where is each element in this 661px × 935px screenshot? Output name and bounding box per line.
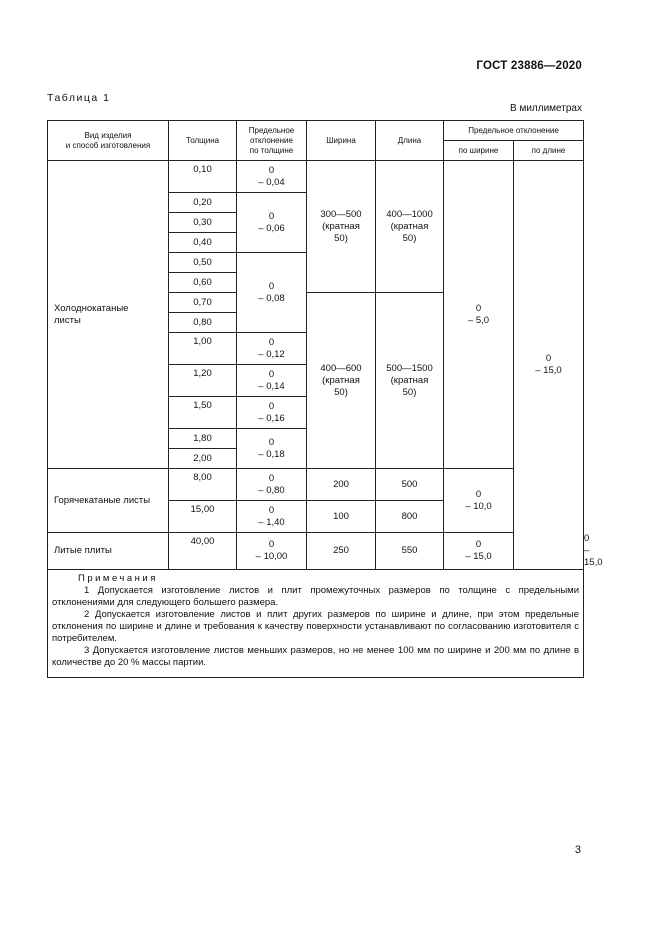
width-deviation-cell: 0 – 10,0 <box>444 469 514 533</box>
thickness-cell: 0,60 <box>169 273 237 293</box>
page-number: 3 <box>574 844 581 856</box>
header-thickness: Толщина <box>169 121 237 161</box>
width-cell: 400—600 (кратная 50) <box>307 293 376 469</box>
thickness-cell: 0,30 <box>169 213 237 233</box>
thickness-deviation-cell: 0 – 0,08 <box>237 253 307 333</box>
length-cell: 800 <box>376 501 444 533</box>
header-by-width: по ширине <box>444 141 514 161</box>
header-limit-deviation: Предельное отклонение <box>444 121 584 141</box>
thickness-cell: 8,00 <box>169 469 237 501</box>
header-by-length: по длине <box>514 141 584 161</box>
width-cell: 250 <box>307 533 376 570</box>
thickness-deviation-cell: 0 – 0,14 <box>237 365 307 397</box>
width-cell: 200 <box>307 469 376 501</box>
thickness-cell: 2,00 <box>169 449 237 469</box>
cast-plates-label: Литые плиты <box>48 533 169 570</box>
thickness-cell: 15,00 <box>169 501 237 533</box>
thickness-cell: 0,50 <box>169 253 237 273</box>
hot-rolled-label: Горячекатаные листы <box>48 469 169 533</box>
thickness-deviation-cell: 0 – 0,06 <box>237 193 307 253</box>
thickness-deviation-cell: 0 – 0,18 <box>237 429 307 469</box>
notes-title: Примечания <box>78 573 158 584</box>
thickness-deviation-cell: 0 – 0,04 <box>237 161 307 193</box>
thickness-cell: 0,20 <box>169 193 237 213</box>
notes-cell <box>48 570 584 678</box>
width-cell: 300—500 (кратная 50) <box>307 161 376 293</box>
thickness-cell: 1,50 <box>169 397 237 429</box>
thickness-cell: 0,40 <box>169 233 237 253</box>
thickness-deviation-cell: 0 – 10,00 <box>237 533 307 570</box>
cold-rolled-label: Холоднокатаные листы <box>48 161 169 469</box>
thickness-cell: 0,70 <box>169 293 237 313</box>
header-thickness-deviation: Предельное отклонение по толщине <box>237 121 307 161</box>
table-units: В миллиметрах <box>510 103 582 114</box>
header-length: Длина <box>376 121 444 161</box>
width-cell: 100 <box>307 501 376 533</box>
thickness-cell: 0,80 <box>169 313 237 333</box>
note-2: 2 Допускается изготовление листов и плит других размеров по ширине и длине, при этом предельные отклонения по ширине и длине и требования к качеству поверхности устанавливают по согласованию изготовителя с потребителем. <box>52 609 580 644</box>
thickness-deviation-cell: 0 – 0,12 <box>237 333 307 365</box>
thickness-cell: 1,00 <box>169 333 237 365</box>
length-cell: 500 <box>376 469 444 501</box>
length-cell: 400—1000 (кратная 50) <box>376 161 444 293</box>
header-width: Ширина <box>307 121 376 161</box>
length-cell: 500—1500 (кратная 50) <box>376 293 444 469</box>
note-3: 3 Допускается изготовление листов меньших размеров, но не менее 100 мм по ширине и 200 мм по длине в количестве до 20 % массы партии. <box>52 645 580 668</box>
thickness-deviation-cell: 0 – 0,16 <box>237 397 307 429</box>
thickness-cell: 0,10 <box>169 161 237 193</box>
length-deviation-cell: 0 – 15,0 <box>514 161 584 570</box>
main-table: Вид изделия и способ изготовления Толщина Предельное отклонение по толщине Ширина Длина Предельное отклонение по ширине по длине Холоднокатаные листы 0,10 0 – 0,04 300—500 (кратная 50) 400—1000 (кратная 50) 0 – 5,0 0 – 15,0 0,20 0 – 0,06 0,30 0,40 0,50 0 – 0,08 0,60 0,70 400—600 (кратная 50) 500—1500 (кратная 50) 0,80 1,00 0 – 0,12 1,20 0 – 0,14 1,50 0 – 0,16 1,80 0 – 0,18 2,00 Горячекатаные листы 8,00 0 – 0,80 200 500 0 – 10,0 15,00 0 – 1,40 100 800 Литые плиты 40,00 0 – 10,00 250 550 0 – 15,0 0 – 15,0 Примечания 1 Допускается изготовление листов и плит промежуточных размеров по толщине с предельными отклонениями для следующего большего размера. 2 Допускается изготовление листов и плит других размеров по ширине и длине, при этом предельные отклонения по ширине и длине и требования к качеству поверхности устанавливают по согласованию изготовителя с потребителем. 3 Допускается изготовление листов меньших размеров, но не менее 100 мм по ширине и 200 мм по длине в количестве до 20 % массы партии. <box>47 120 584 678</box>
header-product: Вид изделия и способ изготовления <box>48 121 169 161</box>
table-caption: Таблица 1 <box>47 92 111 104</box>
thickness-cell: 1,20 <box>169 365 237 397</box>
note-1: 1 Допускается изготовление листов и плит промежуточных размеров по толщине с предельными отклонениями для следующего большего размера. <box>52 585 580 608</box>
width-deviation-cell: 0 – 5,0 <box>444 161 514 469</box>
thickness-cell: 40,00 <box>169 533 237 570</box>
width-deviation-cell: 0 – 15,0 <box>444 533 514 570</box>
thickness-deviation-cell: 0 – 0,80 <box>237 469 307 501</box>
thickness-cell: 1,80 <box>169 429 237 449</box>
standard-id: ГОСТ 23886—2020 <box>476 60 582 72</box>
thickness-deviation-cell: 0 – 1,40 <box>237 501 307 533</box>
length-cell: 550 <box>376 533 444 570</box>
